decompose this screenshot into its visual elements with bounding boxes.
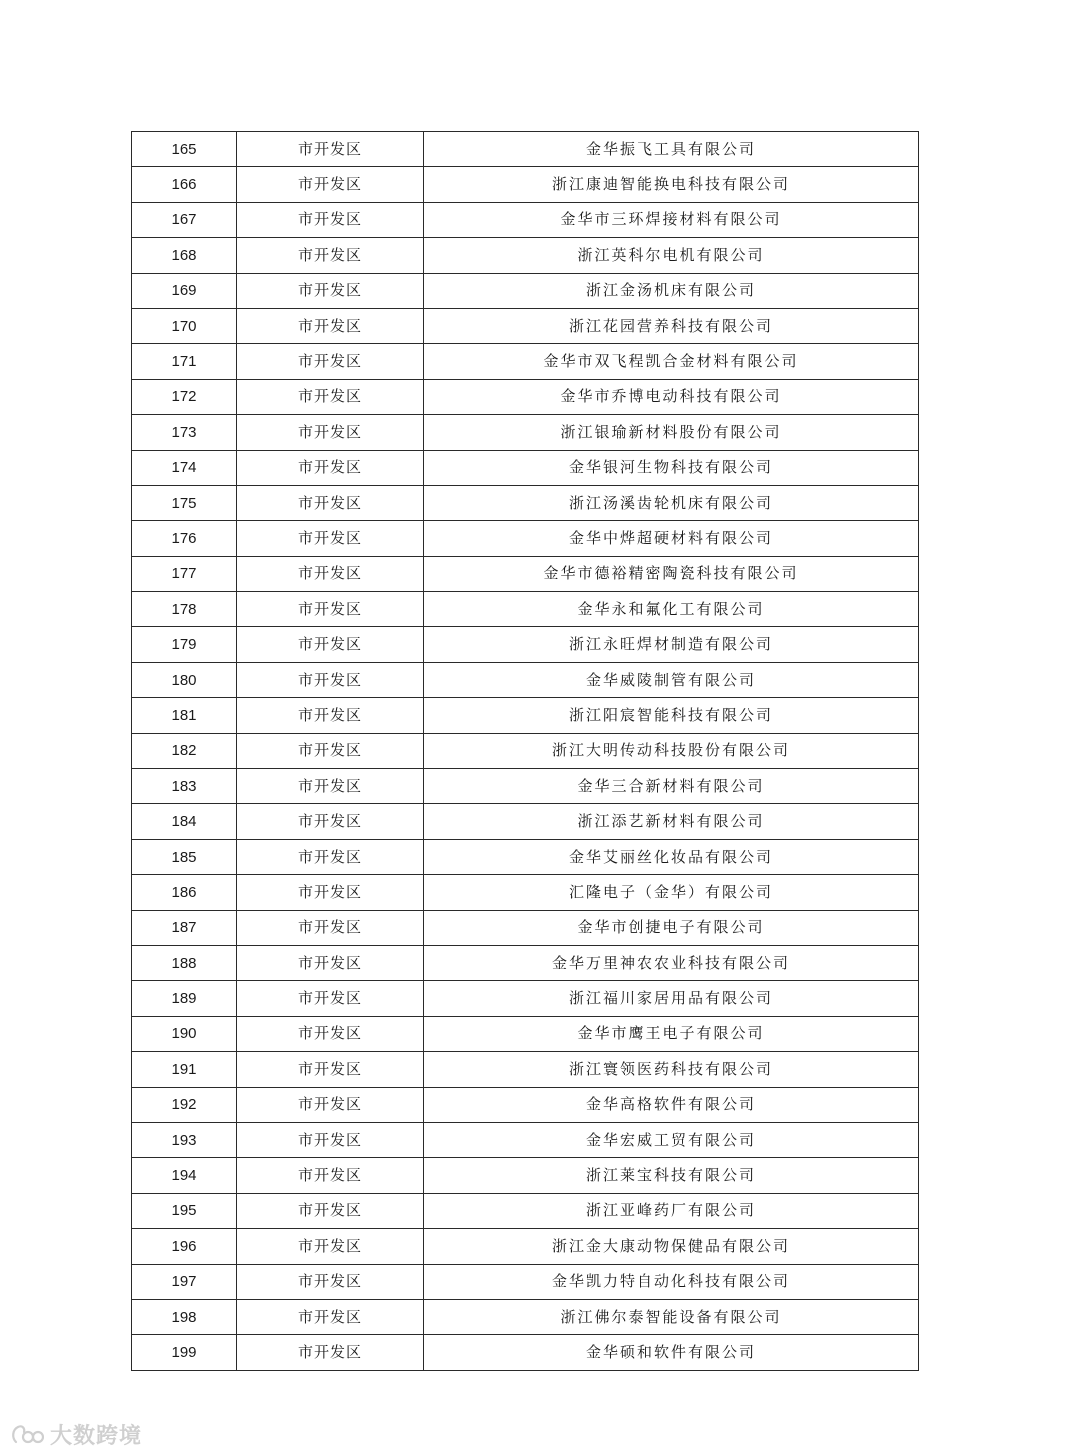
table-row	[132, 875, 919, 910]
table-row	[132, 1122, 919, 1157]
table-row	[132, 945, 919, 980]
row-number: 166	[132, 167, 237, 202]
row-number: 173	[132, 415, 237, 450]
table-row	[132, 379, 919, 414]
row-area: 市开发区	[237, 981, 424, 1016]
row-company-name: 浙江银瑜新材料股份有限公司	[424, 415, 919, 450]
row-area: 市开发区	[237, 450, 424, 485]
row-area: 市开发区	[237, 132, 424, 167]
row-area: 市开发区	[237, 202, 424, 237]
row-company-name: 金华银河生物科技有限公司	[424, 450, 919, 485]
row-company-name: 金华市创捷电子有限公司	[424, 910, 919, 945]
row-number: 197	[132, 1264, 237, 1299]
row-area: 市开发区	[237, 1122, 424, 1157]
row-company-name: 浙江莱宝科技有限公司	[424, 1158, 919, 1193]
table-row	[132, 910, 919, 945]
row-company-name: 金华市乔博电动科技有限公司	[424, 379, 919, 414]
row-area: 市开发区	[237, 945, 424, 980]
row-number: 192	[132, 1087, 237, 1122]
row-company-name: 金华市德裕精密陶瓷科技有限公司	[424, 556, 919, 591]
row-number: 180	[132, 662, 237, 697]
row-number: 191	[132, 1052, 237, 1087]
row-company-name: 浙江大明传动科技股份有限公司	[424, 733, 919, 768]
row-company-name: 浙江阳宸智能科技有限公司	[424, 698, 919, 733]
row-company-name: 浙江佛尔泰智能设备有限公司	[424, 1299, 919, 1334]
table-row	[132, 450, 919, 485]
row-company-name: 浙江金汤机床有限公司	[424, 273, 919, 308]
row-company-name: 金华三合新材料有限公司	[424, 769, 919, 804]
row-area: 市开发区	[237, 769, 424, 804]
row-company-name: 金华凯力特自动化科技有限公司	[424, 1264, 919, 1299]
table-row	[132, 273, 919, 308]
row-area: 市开发区	[237, 273, 424, 308]
table-row	[132, 981, 919, 1016]
row-company-name: 浙江英科尔电机有限公司	[424, 238, 919, 273]
row-area: 市开发区	[237, 521, 424, 556]
row-number: 178	[132, 592, 237, 627]
table-row	[132, 1158, 919, 1193]
row-area: 市开发区	[237, 910, 424, 945]
row-number: 167	[132, 202, 237, 237]
row-company-name: 金华威陵制管有限公司	[424, 662, 919, 697]
row-area: 市开发区	[237, 1299, 424, 1334]
row-area: 市开发区	[237, 1335, 424, 1370]
row-company-name: 浙江亚峰药厂有限公司	[424, 1193, 919, 1228]
row-area: 市开发区	[237, 379, 424, 414]
table-row	[132, 308, 919, 343]
row-number: 188	[132, 945, 237, 980]
row-company-name: 浙江寰领医药科技有限公司	[424, 1052, 919, 1087]
table-row	[132, 804, 919, 839]
row-company-name: 金华硕和软件有限公司	[424, 1335, 919, 1370]
table-row	[132, 592, 919, 627]
row-number: 170	[132, 308, 237, 343]
row-area: 市开发区	[237, 592, 424, 627]
row-area: 市开发区	[237, 1229, 424, 1264]
row-number: 189	[132, 981, 237, 1016]
row-company-name: 金华高格软件有限公司	[424, 1087, 919, 1122]
row-company-name: 浙江永旺焊材制造有限公司	[424, 627, 919, 662]
row-company-name: 金华市三环焊接材料有限公司	[424, 202, 919, 237]
table-row	[132, 733, 919, 768]
table-row	[132, 1264, 919, 1299]
table-row	[132, 1335, 919, 1370]
watermark	[10, 1419, 142, 1450]
row-number: 194	[132, 1158, 237, 1193]
row-number: 198	[132, 1299, 237, 1334]
table-row	[132, 1299, 919, 1334]
table-row	[132, 521, 919, 556]
row-company-name: 浙江添艺新材料有限公司	[424, 804, 919, 839]
table-row	[132, 1016, 919, 1051]
row-number: 165	[132, 132, 237, 167]
row-company-name: 金华中烨超硬材料有限公司	[424, 521, 919, 556]
table-row	[132, 769, 919, 804]
row-area: 市开发区	[237, 875, 424, 910]
table-row	[132, 202, 919, 237]
row-company-name: 浙江康迪智能换电科技有限公司	[424, 167, 919, 202]
row-number: 174	[132, 450, 237, 485]
row-number: 185	[132, 839, 237, 874]
row-company-name: 浙江金大康动物保健品有限公司	[424, 1229, 919, 1264]
table-row	[132, 556, 919, 591]
table-row	[132, 485, 919, 520]
row-company-name: 金华万里神农农业科技有限公司	[424, 945, 919, 980]
row-number: 175	[132, 485, 237, 520]
row-number: 181	[132, 698, 237, 733]
watermark-text: 大数跨境	[50, 1424, 143, 1449]
row-company-name: 汇隆电子（金华）有限公司	[424, 875, 919, 910]
row-area: 市开发区	[237, 662, 424, 697]
row-area: 市开发区	[237, 733, 424, 768]
row-area: 市开发区	[237, 1087, 424, 1122]
table-row	[132, 238, 919, 273]
row-area: 市开发区	[237, 1193, 424, 1228]
row-area: 市开发区	[237, 1158, 424, 1193]
row-company-name: 金华市双飞程凯合金材料有限公司	[424, 344, 919, 379]
row-company-name: 金华宏威工贸有限公司	[424, 1122, 919, 1157]
row-area: 市开发区	[237, 556, 424, 591]
table-row	[132, 662, 919, 697]
row-company-name: 金华市鹰王电子有限公司	[424, 1016, 919, 1051]
row-number: 196	[132, 1229, 237, 1264]
table-row	[132, 132, 919, 167]
row-company-name: 浙江福川家居用品有限公司	[424, 981, 919, 1016]
row-area: 市开发区	[237, 627, 424, 662]
row-area: 市开发区	[237, 344, 424, 379]
table-row	[132, 627, 919, 662]
table-row	[132, 415, 919, 450]
row-number: 171	[132, 344, 237, 379]
row-number: 172	[132, 379, 237, 414]
row-area: 市开发区	[237, 238, 424, 273]
row-area: 市开发区	[237, 308, 424, 343]
row-number: 179	[132, 627, 237, 662]
row-number: 184	[132, 804, 237, 839]
row-area: 市开发区	[237, 1264, 424, 1299]
row-number: 168	[132, 238, 237, 273]
row-area: 市开发区	[237, 167, 424, 202]
row-number: 177	[132, 556, 237, 591]
row-area: 市开发区	[237, 698, 424, 733]
row-area: 市开发区	[237, 1016, 424, 1051]
company-table-body	[132, 132, 919, 1371]
row-company-name: 金华振飞工具有限公司	[424, 132, 919, 167]
table-row	[132, 1229, 919, 1264]
row-number: 186	[132, 875, 237, 910]
row-company-name: 浙江花园营养科技有限公司	[424, 308, 919, 343]
row-number: 176	[132, 521, 237, 556]
row-number: 199	[132, 1335, 237, 1370]
row-number: 182	[132, 733, 237, 768]
row-number: 183	[132, 769, 237, 804]
table-row	[132, 167, 919, 202]
row-company-name: 浙江汤溪齿轮机床有限公司	[424, 485, 919, 520]
table-row	[132, 1087, 919, 1122]
table-row	[132, 698, 919, 733]
row-area: 市开发区	[237, 1052, 424, 1087]
table-row	[132, 1052, 919, 1087]
brand-logo-icon	[10, 1422, 44, 1448]
row-number: 187	[132, 910, 237, 945]
row-company-name: 金华永和氟化工有限公司	[424, 592, 919, 627]
row-number: 193	[132, 1122, 237, 1157]
row-area: 市开发区	[237, 415, 424, 450]
row-number: 169	[132, 273, 237, 308]
row-area: 市开发区	[237, 485, 424, 520]
row-number: 190	[132, 1016, 237, 1051]
company-table	[131, 131, 919, 1371]
row-area: 市开发区	[237, 804, 424, 839]
row-company-name: 金华艾丽丝化妆品有限公司	[424, 839, 919, 874]
table-row	[132, 1193, 919, 1228]
table-row	[132, 839, 919, 874]
row-area: 市开发区	[237, 839, 424, 874]
row-number: 195	[132, 1193, 237, 1228]
table-row	[132, 344, 919, 379]
